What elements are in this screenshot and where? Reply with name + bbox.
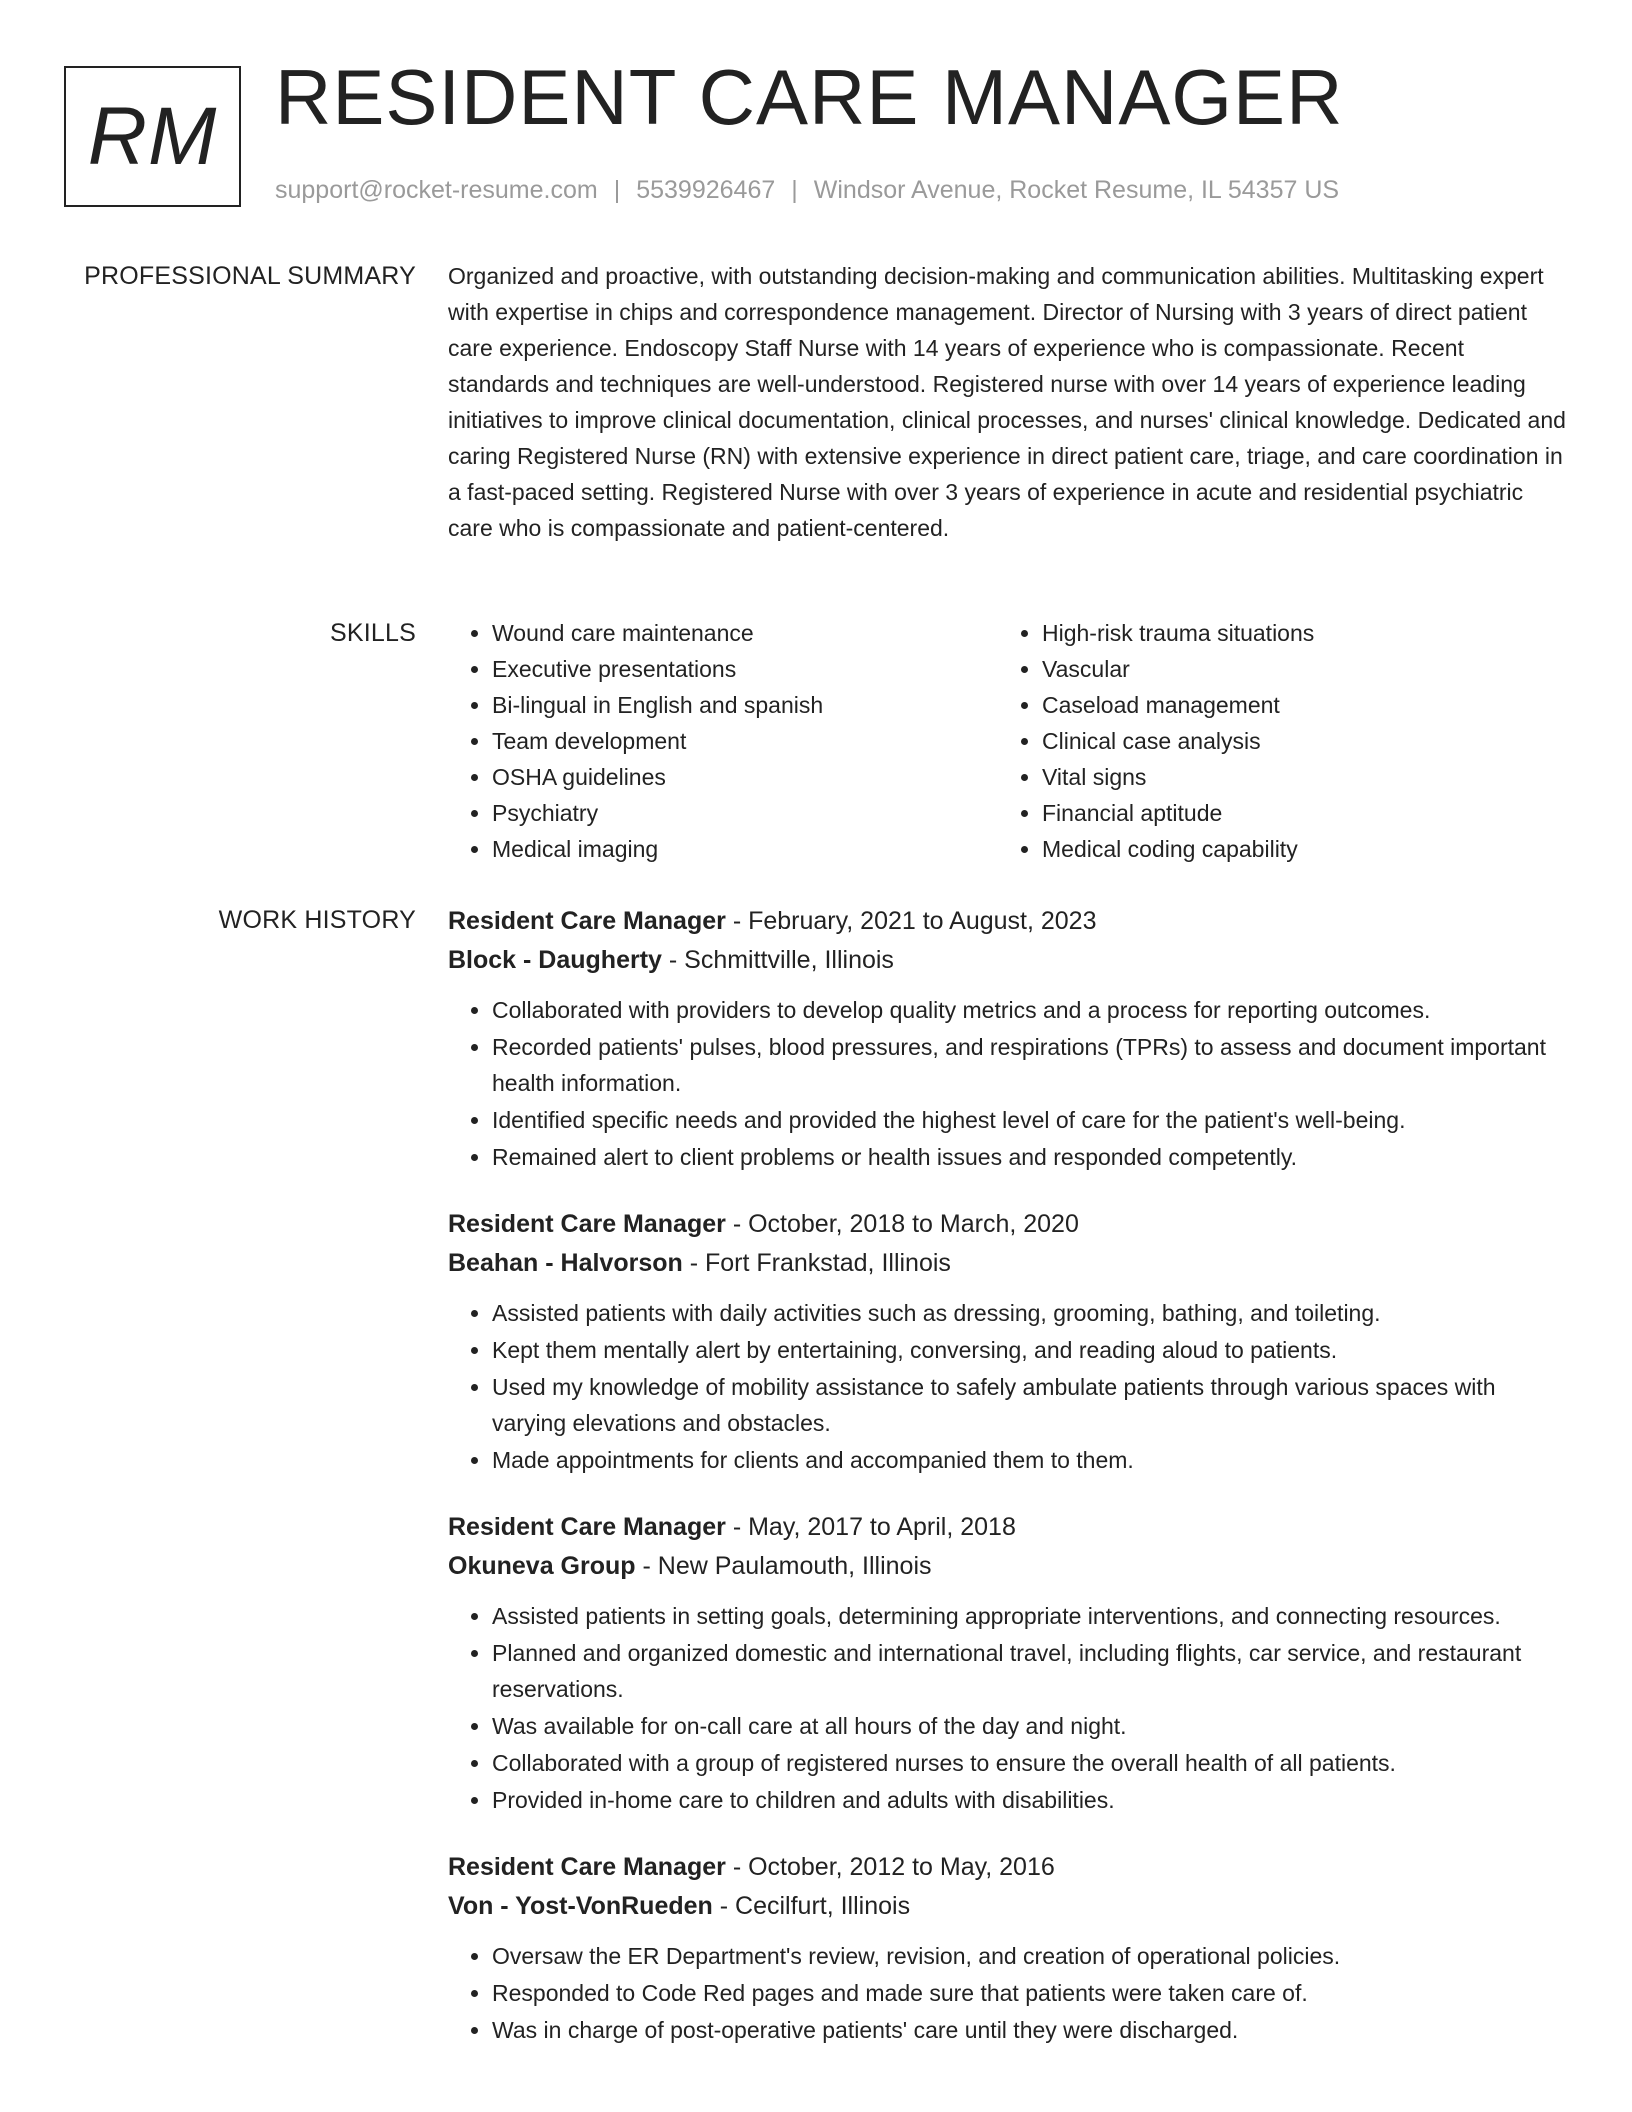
- job-location: - Schmittville, Illinois: [661, 946, 894, 974]
- contact-separator: |: [791, 176, 798, 204]
- job-title-line: [448, 1508, 1568, 1547]
- job-bullet: • Assisted patients in setting goals, determining appropriate interventions, and connecting resources.: [492, 1598, 1568, 1634]
- work-history-heading: WORK HISTORY: [218, 906, 416, 934]
- skill-item: • Financial aptitude: [1042, 795, 1548, 831]
- job-bullet: • Identified specific needs and provided the highest level of care for the patient's well-being.: [492, 1102, 1568, 1138]
- job-dates: - May, 2017 to April, 2018: [725, 1513, 1016, 1541]
- job-bullet: • Made appointments for clients and accompanied them to them.: [492, 1442, 1568, 1478]
- job-title-line: [448, 902, 1568, 941]
- contact-address: Windsor Avenue, Rocket Resume, IL 54357 US: [813, 176, 1340, 204]
- job-bullet: • Assisted patients with daily activities such as dressing, grooming, bathing, and toileting.: [492, 1295, 1568, 1331]
- skills-heading: SKILLS: [330, 619, 416, 647]
- summary-heading: PROFESSIONAL SUMMARY: [84, 262, 416, 290]
- job-role: Resident Care Manager: [448, 1210, 726, 1238]
- job-company: Block - Daugherty: [448, 946, 662, 974]
- job-company-line: [448, 1547, 1568, 1586]
- job-bullets: [448, 1938, 1568, 2048]
- job-company: Von - Yost-VonRueden: [448, 1892, 713, 1920]
- skill-item: • Medical imaging: [492, 831, 998, 867]
- job-bullets: [448, 992, 1568, 1175]
- job-company-line: [448, 1887, 1568, 1926]
- contact-separator: |: [613, 176, 621, 204]
- job-bullet: • Used my knowledge of mobility assistance to safely ambulate patients through various spaces with varying elevations and obstacles.: [492, 1369, 1568, 1441]
- skill-item: • Medical coding capability: [1042, 831, 1548, 867]
- job-dates: - October, 2012 to May, 2016: [725, 1853, 1055, 1881]
- job-role: Resident Care Manager: [448, 1853, 726, 1881]
- job-bullet: • Kept them mentally alert by entertaining, conversing, and reading aloud to patients.: [492, 1332, 1568, 1368]
- job-bullet: • Responded to Code Red pages and made sure that patients were taken care of.: [492, 1975, 1568, 2011]
- contact-email[interactable]: support@rocket-resume.com: [275, 176, 598, 204]
- job-dates: - February, 2021 to August, 2023: [725, 907, 1097, 935]
- job-bullet: • Was in charge of post-operative patients' care until they were discharged.: [492, 2012, 1568, 2048]
- job-title-line: [448, 1848, 1568, 1887]
- skill-item: • Vital signs: [1042, 759, 1548, 795]
- job-title-line: [448, 1205, 1568, 1244]
- job-location: - New Paulamouth, Illinois: [635, 1552, 932, 1580]
- skills-list-left: [448, 615, 998, 867]
- job-bullet: • Planned and organized domestic and international travel, including flights, car service, and restaurant reservations.: [492, 1635, 1568, 1707]
- job-bullets: [448, 1598, 1568, 1818]
- skill-item: • Wound care maintenance: [492, 615, 998, 651]
- skill-item: • Psychiatry: [492, 795, 998, 831]
- job-role: Resident Care Manager: [448, 1513, 726, 1541]
- skill-item: • Caseload management: [1042, 687, 1548, 723]
- skill-item: • High-risk trauma situations: [1042, 615, 1548, 651]
- job-location: - Cecilfurt, Illinois: [712, 1892, 911, 1920]
- job-bullet: • Remained alert to client problems or health issues and responded competently.: [492, 1139, 1568, 1175]
- job-entry: [448, 1205, 1568, 1478]
- monogram-initials: RM: [87, 90, 218, 182]
- job-company-line: [448, 941, 1568, 980]
- job-bullet: • Collaborated with providers to develop quality metrics and a process for reporting outcomes.: [492, 992, 1568, 1028]
- job-bullet: • Collaborated with a group of registered nurses to ensure the overall health of all patients.: [492, 1745, 1568, 1781]
- job-bullets: [448, 1295, 1568, 1478]
- skill-item: • Clinical case analysis: [1042, 723, 1548, 759]
- job-dates: - October, 2018 to March, 2020: [725, 1210, 1079, 1238]
- resume-title: RESIDENT CARE MANAGER: [275, 53, 1344, 141]
- job-bullet: • Provided in-home care to children and adults with disabilities.: [492, 1782, 1568, 1818]
- job-entry: [448, 1848, 1568, 2048]
- job-entry: [448, 902, 1568, 1175]
- contact-phone[interactable]: 5539926467: [636, 176, 776, 204]
- summary-text: Organized and proactive, with outstanding decision-making and communication abilities. Multitasking expert with expertise in chips and correspondence management. Director of Nursing with 3 years of direct patient care experience. Endoscopy Staff Nurse with 14 years of experience who is compassionate. Recent standards and techniques are well-understood. Registered nurse with over 14 years of experience leading initiatives to improve clinical documentation, clinical processes, and nurses' clinical knowledge. Dedicated and caring Registered Nurse (RN) with extensive experience in direct patient care, triage, and care coordination in a fast-paced setting. Registered Nurse with over 3 years of experience in acute and residential psychiatric care who is compassionate and patient-centered.: [448, 263, 1566, 541]
- skill-item: • OSHA guidelines: [492, 759, 998, 795]
- job-company: Beahan - Halvorson: [448, 1249, 683, 1277]
- skill-item: • Team development: [492, 723, 998, 759]
- job-entry: [448, 1508, 1568, 1818]
- skill-item: • Vascular: [1042, 651, 1548, 687]
- skills-list-right: [998, 615, 1548, 867]
- monogram-box: [64, 66, 241, 207]
- job-bullet: • Was available for on-call care at all hours of the day and night.: [492, 1708, 1568, 1744]
- job-role: Resident Care Manager: [448, 907, 726, 935]
- skill-item: • Executive presentations: [492, 651, 998, 687]
- skill-item: • Bi-lingual in English and spanish: [492, 687, 998, 723]
- job-bullet: • Recorded patients' pulses, blood pressures, and respirations (TPRs) to assess and document important health information.: [492, 1029, 1568, 1101]
- job-location: - Fort Frankstad, Illinois: [682, 1249, 951, 1277]
- job-company: Okuneva Group: [448, 1552, 636, 1580]
- job-company-line: [448, 1244, 1568, 1283]
- contact-line: [275, 176, 1339, 205]
- job-bullet: • Oversaw the ER Department's review, revision, and creation of operational policies.: [492, 1938, 1568, 1974]
